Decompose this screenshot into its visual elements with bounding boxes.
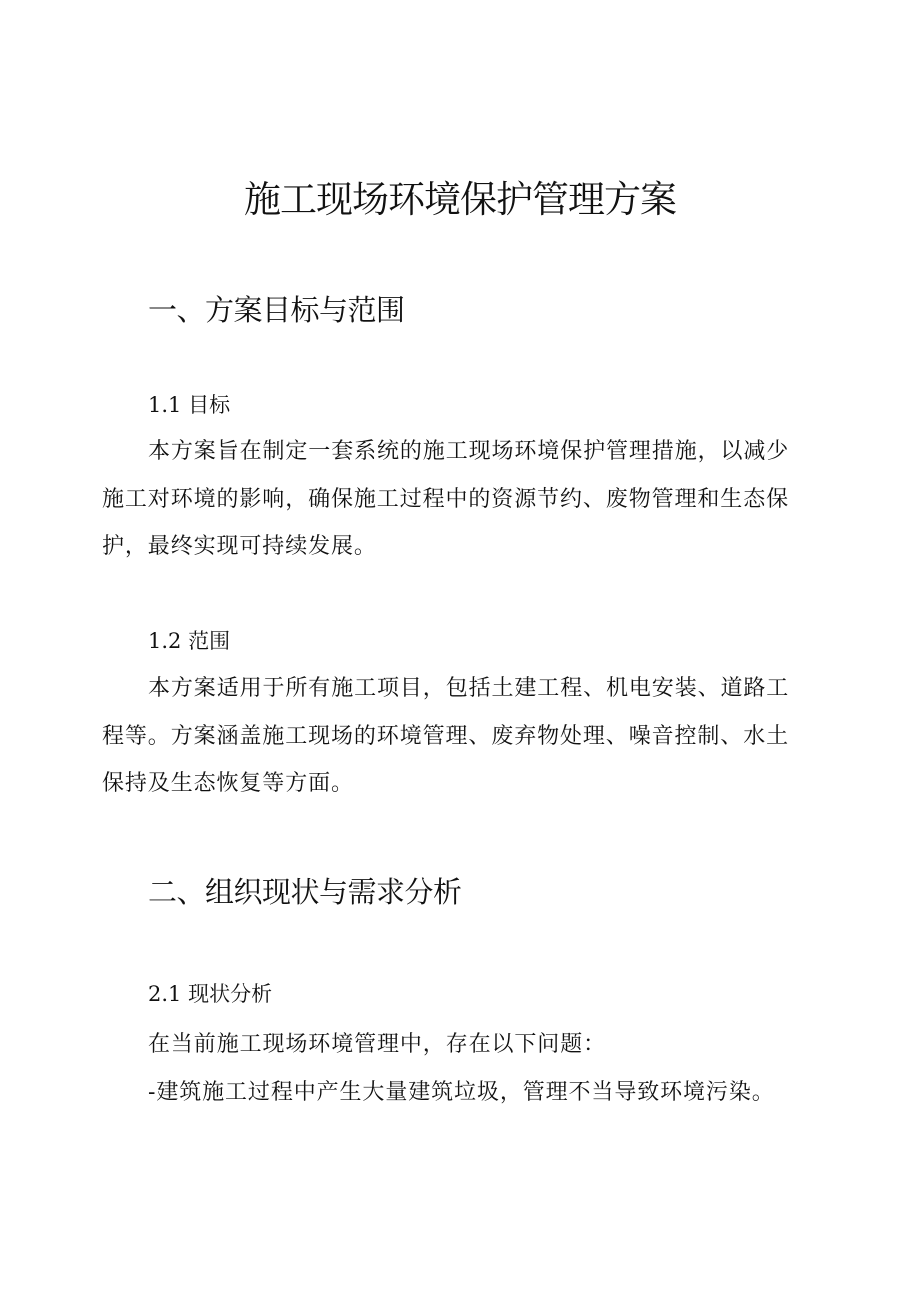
subsection-heading-1-1: 1.1 目标 [148,393,231,417]
paragraph-line: 程等。方案涵盖施工现场的环境管理、废弃物处理、噪音控制、水土 [102,723,790,749]
subsection-heading-1-2: 1.2 范围 [148,629,231,653]
subsection-heading-2-1: 2.1 现状分析 [148,982,273,1006]
paragraph-line: 在当前施工现场环境管理中，存在以下问题： [148,1032,607,1057]
paragraph-goal [102,428,800,571]
paragraph-line: 本方案适用于所有施工项目，包括土建工程、机电安装、道路工 [148,676,790,701]
paragraph-line: 护，最终实现可持续发展。 [102,534,377,559]
section-heading-2: 二、组织现状与需求分析 [148,875,462,909]
section-heading-1: 一、方案目标与范围 [148,293,405,327]
paragraph-line: 本方案旨在制定一套系统的施工现场环境保护管理措施，以减少 [148,439,790,464]
paragraph-line: 施工对环境的影响，确保施工过程中的资源节约、废物管理和生态保 [102,486,790,512]
paragraph-status [148,1021,800,1116]
list-item: -建筑施工过程中产生大量建筑垃圾，管理不当导致环境污染。 [148,1079,775,1105]
paragraph-scope [102,665,800,808]
document-title: 施工现场环境保护管理方案 [244,178,676,221]
paragraph-line: 保持及生态恢复等方面。 [102,771,354,796]
